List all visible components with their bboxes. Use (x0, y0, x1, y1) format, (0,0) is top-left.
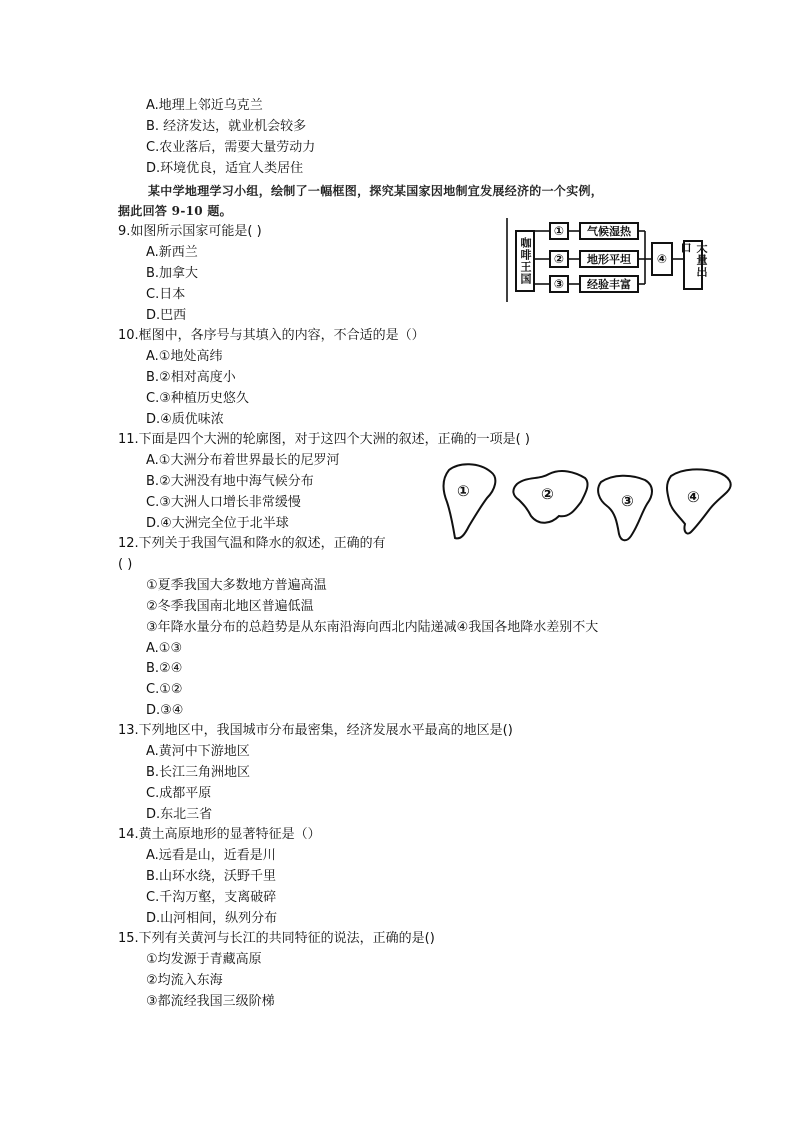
question-13: 13.下列地区中，我国城市分布最密集，经济发展水平最高的地区是() (118, 723, 513, 738)
continent-1-outline (444, 464, 496, 538)
option-text: C.③大洲人口增长非常缓慢 (146, 495, 301, 510)
number-box-2 (549, 250, 569, 268)
option-text: D.山河相间，纵列分布 (146, 911, 278, 926)
question-9: 9.如图所示国家可能是( ) (118, 224, 262, 239)
option-text: A.①③ (146, 641, 183, 656)
question-14: 14.黄土高原地形的显著特征是（） (118, 827, 321, 842)
option-text: B.②大洲没有地中海气候分布 (146, 474, 314, 489)
question-12: 12.下列关于我国气温和降水的叙述，正确的有 (118, 536, 386, 551)
option-text: D.③④ (146, 703, 184, 718)
number-box-1 (549, 222, 569, 240)
number-label: ② (553, 252, 565, 266)
number-label: ④ (656, 252, 668, 266)
question-10: 10.框图中，各序号与其填入的内容，不合适的是（） (118, 328, 425, 343)
continent-2-label: ② (541, 485, 554, 503)
factor-box-1 (579, 222, 639, 240)
intro-text: 据此回答 9-10 题。 (118, 204, 232, 218)
factor-label: 气候湿热 (587, 225, 631, 238)
option-text: D.东北三省 (146, 807, 213, 822)
number-box-4 (651, 242, 673, 276)
option-text: C.成都平原 (146, 786, 212, 801)
option-text: B.②④ (146, 661, 183, 676)
option-text: A.①地处高纬 (146, 349, 223, 364)
option-text: D.巴西 (146, 308, 187, 323)
number-box-3 (549, 275, 569, 293)
option-text: B.加拿大 (146, 266, 199, 281)
statement-text: ③年降水量分布的总趋势是从东南沿海向西北内陆递减④我国各地降水差别不大 (146, 620, 599, 635)
statement-text: ②冬季我国南北地区普遍低温 (146, 599, 314, 614)
option-text: D.④大洲完全位于北半球 (146, 516, 289, 531)
continent-1-label: ① (457, 482, 470, 500)
option-text: C.千沟万壑，支离破碎 (146, 890, 277, 905)
question-11: 11.下面是四个大洲的轮廓图，对于这四个大洲的叙述，正确的一项是( ) (118, 432, 530, 447)
number-label: ① (553, 224, 565, 238)
result-box (679, 240, 708, 290)
option-text: A.地理上邻近乌克兰 (146, 98, 263, 113)
option-text: B. 经济发达，就业机会较多 (146, 119, 307, 134)
option-text: A.黄河中下游地区 (146, 744, 250, 759)
option-text: B.山环水绕，沃野千里 (146, 869, 277, 884)
option-text: A.①大洲分布着世界最长的尼罗河 (146, 453, 340, 468)
option-text: D.④质优味浓 (146, 412, 224, 427)
statement-text: ③都流经我国三级阶梯 (146, 994, 275, 1009)
answer-paren: ( ) (118, 557, 133, 572)
result-label: 大量出口 (679, 242, 708, 278)
statement-text: ②均流入东海 (146, 973, 223, 988)
number-label: ③ (553, 277, 565, 291)
continent-4-label: ④ (687, 488, 700, 506)
option-text: C.①② (146, 682, 183, 697)
option-text: B.②相对高度小 (146, 370, 236, 385)
statement-text: ①均发源于青藏高原 (146, 952, 262, 967)
continent-outlines (435, 454, 745, 550)
option-text: D.环境优良，适宜人类居住 (146, 161, 304, 176)
option-text: C.日本 (146, 287, 186, 302)
option-text: C.农业落后，需要大量劳动力 (146, 140, 316, 155)
option-text: A.新西兰 (146, 245, 198, 260)
country-box (515, 230, 535, 292)
continent-outlines-svg (435, 454, 745, 550)
country-label: 咖啡王国 (519, 237, 532, 285)
option-text: C.③种植历史悠久 (146, 391, 249, 406)
factor-box-3 (579, 275, 639, 293)
statement-text: ①夏季我国大多数地方普遍高温 (146, 578, 327, 593)
intro-text: 某中学地理学习小组，绘制了一幅框图，探究某国家因地制宜发展经济的一个实例， (148, 184, 604, 198)
factor-label: 经验丰富 (587, 278, 631, 291)
coffee-flowchart (505, 216, 745, 312)
continent-3-label: ③ (621, 492, 634, 510)
question-15: 15.下列有关黄河与长江的共同特征的说法，正确的是() (118, 931, 435, 946)
factor-box-2 (579, 250, 639, 268)
factor-label: 地形平坦 (587, 253, 631, 266)
option-text: B.长江三角洲地区 (146, 765, 251, 780)
option-text: A.远看是山，近看是川 (146, 848, 276, 863)
